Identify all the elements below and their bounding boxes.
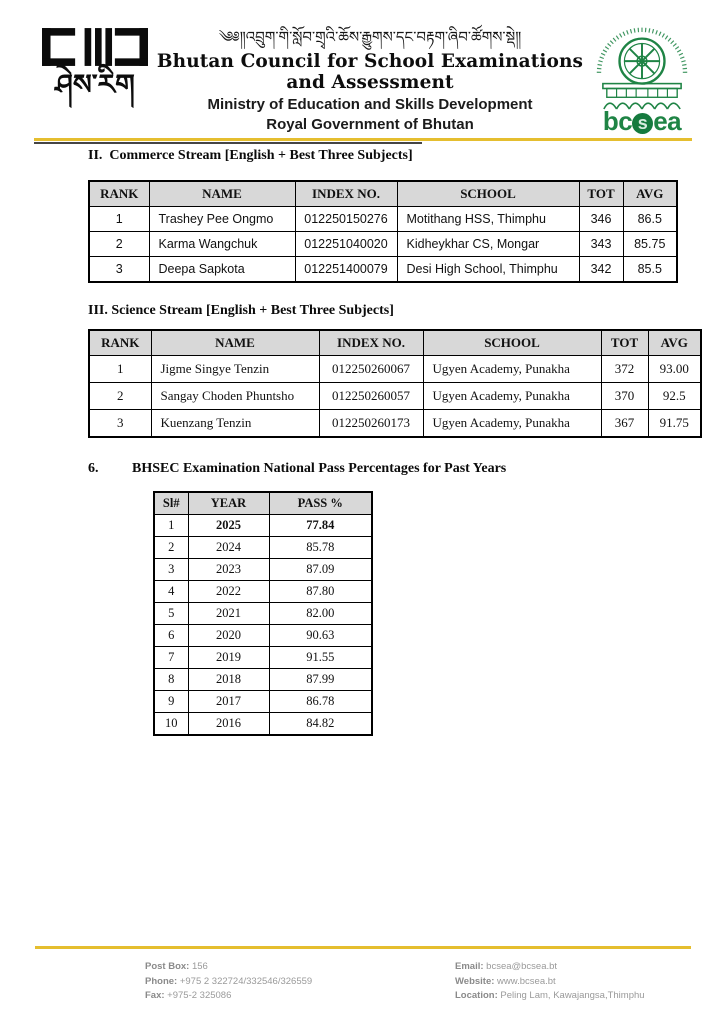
education-seal bbox=[36, 26, 154, 101]
cell-sl: 10 bbox=[154, 713, 188, 736]
cell-year: 2019 bbox=[188, 647, 269, 669]
footer-postbox-label: Post Box: bbox=[145, 961, 190, 972]
footer-location bbox=[455, 989, 645, 1004]
col-name: NAME bbox=[149, 181, 295, 207]
col-tot: TOT bbox=[579, 181, 623, 207]
table-row bbox=[89, 231, 677, 256]
cell-avg: 92.5 bbox=[648, 382, 701, 409]
cell-pass: 87.80 bbox=[269, 581, 372, 603]
commerce-header-row bbox=[89, 181, 677, 207]
footer-website-value: www.bcsea.bt bbox=[494, 975, 556, 987]
cell-index: 012250150276 bbox=[295, 206, 397, 231]
cell-avg: 91.75 bbox=[648, 409, 701, 437]
bcsea-logo bbox=[586, 22, 698, 134]
bcsea-emblem-icon bbox=[591, 22, 693, 110]
footer-fax-value: +975-2 325086 bbox=[164, 990, 232, 1002]
science-table bbox=[88, 329, 702, 438]
cell-index: 012251040020 bbox=[295, 231, 397, 256]
footer-fax bbox=[145, 989, 312, 1004]
cell-rank: 1 bbox=[89, 206, 149, 231]
government-name: Royal Government of Bhutan bbox=[266, 115, 474, 133]
table-row bbox=[154, 537, 372, 559]
footer-location-label: Location: bbox=[455, 990, 498, 1002]
footer-fax-label: Fax: bbox=[145, 990, 165, 1002]
cell-name: Jigme Singye Tenzin bbox=[151, 355, 319, 382]
cell-name: Kuenzang Tenzin bbox=[151, 409, 319, 437]
cell-year: 2021 bbox=[188, 603, 269, 625]
col-pass: PASS % bbox=[269, 492, 372, 515]
footer-email-label: Email: bbox=[455, 961, 484, 972]
cell-year: 2022 bbox=[188, 581, 269, 603]
footer-email-value: bcsea@bcsea.bt bbox=[483, 961, 558, 972]
dzongkha-title: ༄༅༎འབྲུག་གི་སློབ་གྲྭའི་ཆོས་རྒྱུགས་དང་བརྟག་ཞིབ་ཚོགས་སྡེ༎ bbox=[218, 28, 522, 46]
table-row bbox=[154, 691, 372, 713]
cell-year: 2020 bbox=[188, 625, 269, 647]
cell-school: Ugyen Academy, Punakha bbox=[423, 355, 601, 382]
table-row bbox=[89, 409, 701, 437]
seal-caption: ཤེས་རིག bbox=[55, 68, 135, 101]
cell-school: Motithang HSS, Thimphu bbox=[397, 206, 579, 231]
table-row bbox=[154, 603, 372, 625]
cell-pass: 77.84 bbox=[269, 515, 372, 537]
col-sl: Sl# bbox=[154, 492, 188, 515]
cell-sl: 1 bbox=[154, 515, 188, 537]
header-titles bbox=[154, 26, 586, 133]
cell-tot: 367 bbox=[601, 409, 648, 437]
cell-avg: 86.5 bbox=[623, 206, 677, 231]
table-row bbox=[89, 382, 701, 409]
wordmark-ea: ea bbox=[653, 106, 682, 136]
commerce-table bbox=[88, 180, 678, 283]
pass-heading bbox=[88, 461, 724, 478]
cell-school: Ugyen Academy, Punakha bbox=[423, 382, 601, 409]
table-row bbox=[154, 581, 372, 603]
table-row bbox=[89, 206, 677, 231]
col-tot: TOT bbox=[601, 330, 648, 356]
table-row bbox=[154, 559, 372, 581]
cell-year: 2016 bbox=[188, 713, 269, 736]
wordmark-s-disc: s bbox=[632, 113, 653, 134]
cell-rank: 3 bbox=[89, 409, 151, 437]
cell-rank: 1 bbox=[89, 355, 151, 382]
cell-pass: 84.82 bbox=[269, 713, 372, 736]
footer-postbox bbox=[145, 960, 312, 975]
cell-pass: 91.55 bbox=[269, 647, 372, 669]
cell-sl: 6 bbox=[154, 625, 188, 647]
pass-heading-text: BHSEC Examination National Pass Percentages for Past Years bbox=[132, 460, 507, 476]
commerce-heading: II. Commerce Stream [English + Best Three Subjects] bbox=[88, 148, 413, 163]
dark-divider bbox=[34, 142, 422, 144]
cell-sl: 8 bbox=[154, 669, 188, 691]
gold-divider bbox=[34, 138, 692, 141]
pass-percentage-table bbox=[153, 491, 373, 736]
pass-header-row bbox=[154, 492, 372, 515]
cell-school: Kidheykhar CS, Mongar bbox=[397, 231, 579, 256]
cell-tot: 370 bbox=[601, 382, 648, 409]
cell-rank: 2 bbox=[89, 231, 149, 256]
footer-contact-right bbox=[455, 960, 645, 1004]
cell-pass: 87.99 bbox=[269, 669, 372, 691]
cell-name: Deepa Sapkota bbox=[149, 256, 295, 282]
cell-avg: 85.5 bbox=[623, 256, 677, 282]
cell-tot: 343 bbox=[579, 231, 623, 256]
cell-school: Ugyen Academy, Punakha bbox=[423, 409, 601, 437]
bcsea-wordmark bbox=[586, 108, 698, 134]
cell-index: 012251400079 bbox=[295, 256, 397, 282]
cell-year: 2024 bbox=[188, 537, 269, 559]
page-footer bbox=[35, 946, 691, 1020]
cell-avg: 85.75 bbox=[623, 231, 677, 256]
cell-rank: 3 bbox=[89, 256, 149, 282]
cell-pass: 87.09 bbox=[269, 559, 372, 581]
seal-emblem-icon bbox=[42, 26, 148, 68]
table-row bbox=[154, 515, 372, 537]
col-index: INDEX NO. bbox=[295, 181, 397, 207]
cell-sl: 3 bbox=[154, 559, 188, 581]
pass-heading-number: 6. bbox=[88, 460, 99, 476]
ministry-name: Ministry of Education and Skills Development bbox=[207, 95, 533, 113]
cell-year: 2023 bbox=[188, 559, 269, 581]
cell-year: 2017 bbox=[188, 691, 269, 713]
col-rank: RANK bbox=[89, 181, 149, 207]
cell-pass: 90.63 bbox=[269, 625, 372, 647]
cell-sl: 9 bbox=[154, 691, 188, 713]
table-row bbox=[89, 256, 677, 282]
cell-sl: 7 bbox=[154, 647, 188, 669]
footer-phone-value: +975 2 322724/332546/326559 bbox=[177, 975, 313, 987]
cell-tot: 346 bbox=[579, 206, 623, 231]
cell-name: Karma Wangchuk bbox=[149, 231, 295, 256]
cell-tot: 372 bbox=[601, 355, 648, 382]
science-heading: III. Science Stream [English + Best Three Subjects] bbox=[88, 302, 394, 318]
cell-year: 2018 bbox=[188, 669, 269, 691]
footer-postbox-value: 156 bbox=[189, 961, 208, 972]
col-year: YEAR bbox=[188, 492, 269, 515]
cell-name: Trashey Pee Ongmo bbox=[149, 206, 295, 231]
col-school: SCHOOL bbox=[423, 330, 601, 356]
page-header bbox=[0, 0, 724, 138]
cell-index: 012250260173 bbox=[319, 409, 423, 437]
footer-contact-left bbox=[145, 960, 312, 1004]
cell-year: 2025 bbox=[188, 515, 269, 537]
cell-index: 012250260057 bbox=[319, 382, 423, 409]
col-index: INDEX NO. bbox=[319, 330, 423, 356]
council-name: Bhutan Council for School Examinations and Assessment bbox=[156, 50, 584, 93]
cell-sl: 4 bbox=[154, 581, 188, 603]
col-school: SCHOOL bbox=[397, 181, 579, 207]
cell-pass: 86.78 bbox=[269, 691, 372, 713]
cell-name: Sangay Choden Phuntsho bbox=[151, 382, 319, 409]
wordmark-bc: bc bbox=[602, 106, 633, 136]
footer-website bbox=[455, 975, 645, 990]
cell-pass: 85.78 bbox=[269, 537, 372, 559]
table-row bbox=[154, 647, 372, 669]
footer-phone bbox=[145, 975, 312, 990]
cell-sl: 2 bbox=[154, 537, 188, 559]
cell-rank: 2 bbox=[89, 382, 151, 409]
table-row bbox=[89, 355, 701, 382]
table-row bbox=[154, 625, 372, 647]
col-avg: AVG bbox=[648, 330, 701, 356]
col-rank: RANK bbox=[89, 330, 151, 356]
cell-pass: 82.00 bbox=[269, 603, 372, 625]
col-avg: AVG bbox=[623, 181, 677, 207]
table-row bbox=[154, 669, 372, 691]
cell-tot: 342 bbox=[579, 256, 623, 282]
cell-index: 012250260067 bbox=[319, 355, 423, 382]
table-row bbox=[154, 713, 372, 736]
cell-avg: 93.00 bbox=[648, 355, 701, 382]
footer-gold-divider bbox=[35, 946, 691, 949]
footer-email bbox=[455, 960, 645, 975]
footer-location-value: Peling Lam, Kawajangsa,Thimphu bbox=[497, 990, 645, 1002]
cell-school: Desi High School, Thimphu bbox=[397, 256, 579, 282]
col-name: NAME bbox=[151, 330, 319, 356]
document-body bbox=[0, 148, 724, 736]
footer-phone-label: Phone: bbox=[145, 975, 178, 987]
cell-sl: 5 bbox=[154, 603, 188, 625]
footer-website-label: Website: bbox=[455, 975, 495, 987]
science-header-row bbox=[89, 330, 701, 356]
